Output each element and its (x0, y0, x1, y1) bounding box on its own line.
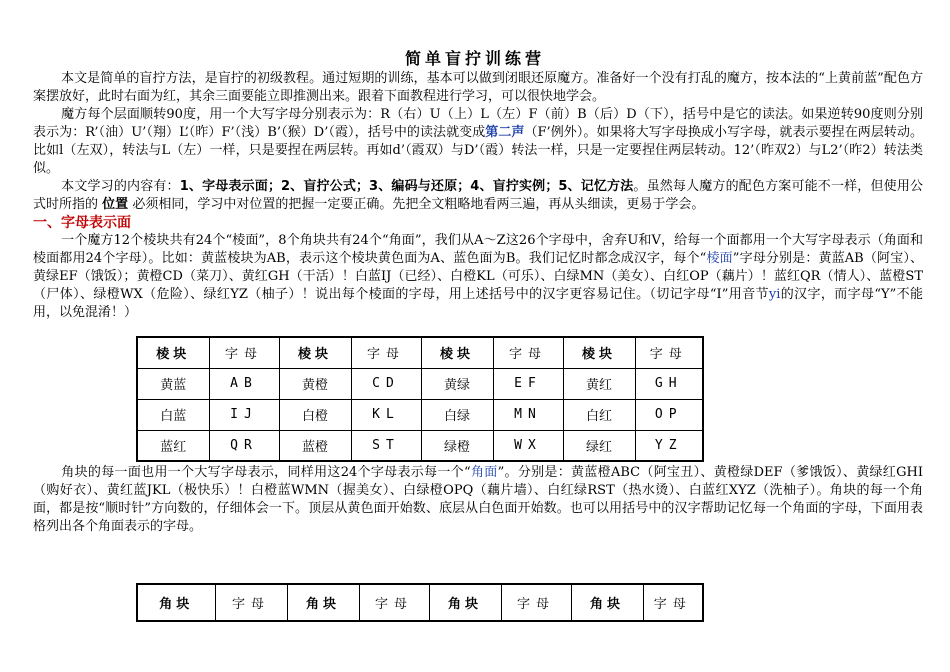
section-heading-letters: 一、字母表示面 (33, 215, 131, 231)
edge-color-cell: 白红 (563, 399, 635, 430)
edge-letter-cell: EF (493, 368, 563, 399)
edge-color-cell: 白蓝 (137, 399, 209, 430)
header-cell: 字母 (501, 584, 571, 621)
intro-paragraph-2: 魔方每个层面顺转90度，用一个大写字母分别表示为：R（右）U（上）L（左）F（前）B（后）D（下），括号中是它的读法。如果逆转90度则分别表示为：R’（油）U’（翔）L’（昨）F’（浅）B’（猴）D’（霞），括号中的读法就变成第二声（F’例外）。如果将大写字母换成小写字母，就表示要捏在两层转动。比如l（左双），转法与L（左）一样，只是要捏在两层转。再如d’（霞双）与D’（霞）转法一样，只是一定要捏住两层转动。12’（昨双2）与L2’（昨2）转法类似。 (33, 107, 924, 176)
header-cell: 字母 (359, 584, 429, 621)
position-keyword: 位置 (102, 197, 129, 212)
header-cell: 角块 (429, 584, 501, 621)
edge-color-cell: 绿橙 (421, 430, 493, 461)
move-notation: R（右）U（上）L（左）F（前）B（后）D（下） (380, 107, 670, 122)
header-cell: 字母 (209, 337, 279, 368)
edge-color-cell: 黄蓝 (137, 368, 209, 399)
section1-paragraph-2: 角块的每一面也用一个大写字母表示，同样用这24个字母表示每一个“角面”。分别是：黄蓝橙ABC（阿宝丑）、黄橙绿DEF（爹饿饭）、黄绿红GHI（购好衣）、黄红蓝JKL（极快乐）！白橙蓝WMN（握美女）、白绿橙OPQ（藕片墙）、白红绿RST（热水烫）、白蓝红XYZ（洗柚子）。角块的每一个角面，都是按“顺时针”方向数的，仔细体会一下。顶层从黄色面开始数、底层从白色面开始数。也可以用括号中的汉字帮助记忆每一个角面的字母，下面用表格列出各个角面表示的字母。 (33, 465, 923, 534)
header-cell: 棱块 (137, 337, 209, 368)
edge-letter-cell: YZ (635, 430, 703, 461)
edge-color-cell: 黄橙 (279, 368, 351, 399)
edge-letter-cell: ST (351, 430, 421, 461)
header-cell: 角块 (137, 584, 215, 621)
edge-letter-cell: MN (493, 399, 563, 430)
header-cell: 字母 (493, 337, 563, 368)
edge-face-term: 棱面 (706, 251, 733, 266)
edge-color-cell: 黄绿 (421, 368, 493, 399)
inverse-move-notation: R’（油）U’（翔）L’（昨）F’（浅）B’（猴）D’（霞） (85, 125, 355, 140)
edge-color-cell: 蓝橙 (279, 430, 351, 461)
table-row (137, 430, 703, 461)
intro-paragraph-3: 本文学习的内容有：1、字母表示面；2、盲拧公式；3、编码与还原；4、盲拧实例；5、记忆方法。虽然每人魔方的配色方案可能不一样，但使用公式时所指的 位置 必须相同，学习中对位置的把握一定要正确。先把全文粗略地看两三遍，再从头细读，更易于学会。 (33, 179, 923, 212)
corner-letter-table (136, 583, 704, 622)
edge-letter-cell: KL (351, 399, 421, 430)
edge-letter-cell: CD (351, 368, 421, 399)
corner-face-term: 角面 (470, 465, 498, 480)
edge-color-cell: 白橙 (279, 399, 351, 430)
table-header-row (137, 584, 703, 621)
pinyin-yi: yi (768, 287, 781, 302)
header-cell: 棱块 (421, 337, 493, 368)
edge-color-cell: 黄红 (563, 368, 635, 399)
contents-list: 1、字母表示面；2、盲拧公式；3、编码与还原；4、盲拧实例；5、记忆方法 (179, 179, 634, 194)
edge-letter-cell: IJ (209, 399, 279, 430)
header-cell: 字母 (215, 584, 287, 621)
header-cell: 字母 (351, 337, 421, 368)
page-title: 简单盲拧训练营 (404, 49, 545, 68)
table-row (137, 399, 703, 430)
edge-color-cell: 绿红 (563, 430, 635, 461)
edge-letter-table (136, 336, 704, 462)
table-row (137, 368, 703, 399)
header-cell: 棱块 (563, 337, 635, 368)
edge-letter-cell: QR (209, 430, 279, 461)
header-cell: 角块 (571, 584, 643, 621)
edge-letter-cell: GH (635, 368, 703, 399)
edge-color-cell: 蓝红 (137, 430, 209, 461)
edge-letter-cell: OP (635, 399, 703, 430)
table-header-row (137, 337, 703, 368)
edge-color-cell: 白绿 (421, 399, 493, 430)
edge-letter-cell: AB (209, 368, 279, 399)
header-cell: 字母 (635, 337, 703, 368)
second-tone-highlight: 第二声 (485, 125, 525, 140)
section1-paragraph-1: 一个魔方12个棱块共有24个“棱面”，8个角块共有24个“角面”，我们从A～Z这26个字母中，舍弃U和V，给每一个面都用一个大写字母表示（角面和棱面都用24个字母）。比如：黄蓝棱块为AB，表示这个棱块黄色面为A、蓝色面为B。我们记忆时都念成汉字，每个“棱面”字母分别是：黄蓝AB（阿宝）、黄绿EF（饿饭）；黄橙CD（菜刀）、黄红GH（干活）！白蓝IJ（已经）、白橙KL（可乐）、白绿MN（美女）、白红OP（藕片）！蓝红QR（情人）、蓝橙ST（尸体）、绿橙WX（危险）、绿红YZ（柚子）！说出每个棱面的字母，用上述括号中的汉字更容易记住。（切记字母“I”用音节yi的汉字，而字母“Y”不能用，以免混淆！） (33, 233, 923, 320)
header-cell: 角块 (287, 584, 359, 621)
header-cell: 字母 (643, 584, 703, 621)
edge-letter-cell: WX (493, 430, 563, 461)
header-cell: 棱块 (279, 337, 351, 368)
intro-paragraph-1: 本文是简单的盲拧方法，是盲拧的初级教程。通过短期的训练，基本可以做到闭眼还原魔方。准备好一个没有打乱的魔方，按本法的“上黄前蓝”配色方案摆放好，此时右面为红，其余三面要能立即推测出来。跟着下面教程进行学习，可以很快地学会。 (33, 71, 923, 104)
